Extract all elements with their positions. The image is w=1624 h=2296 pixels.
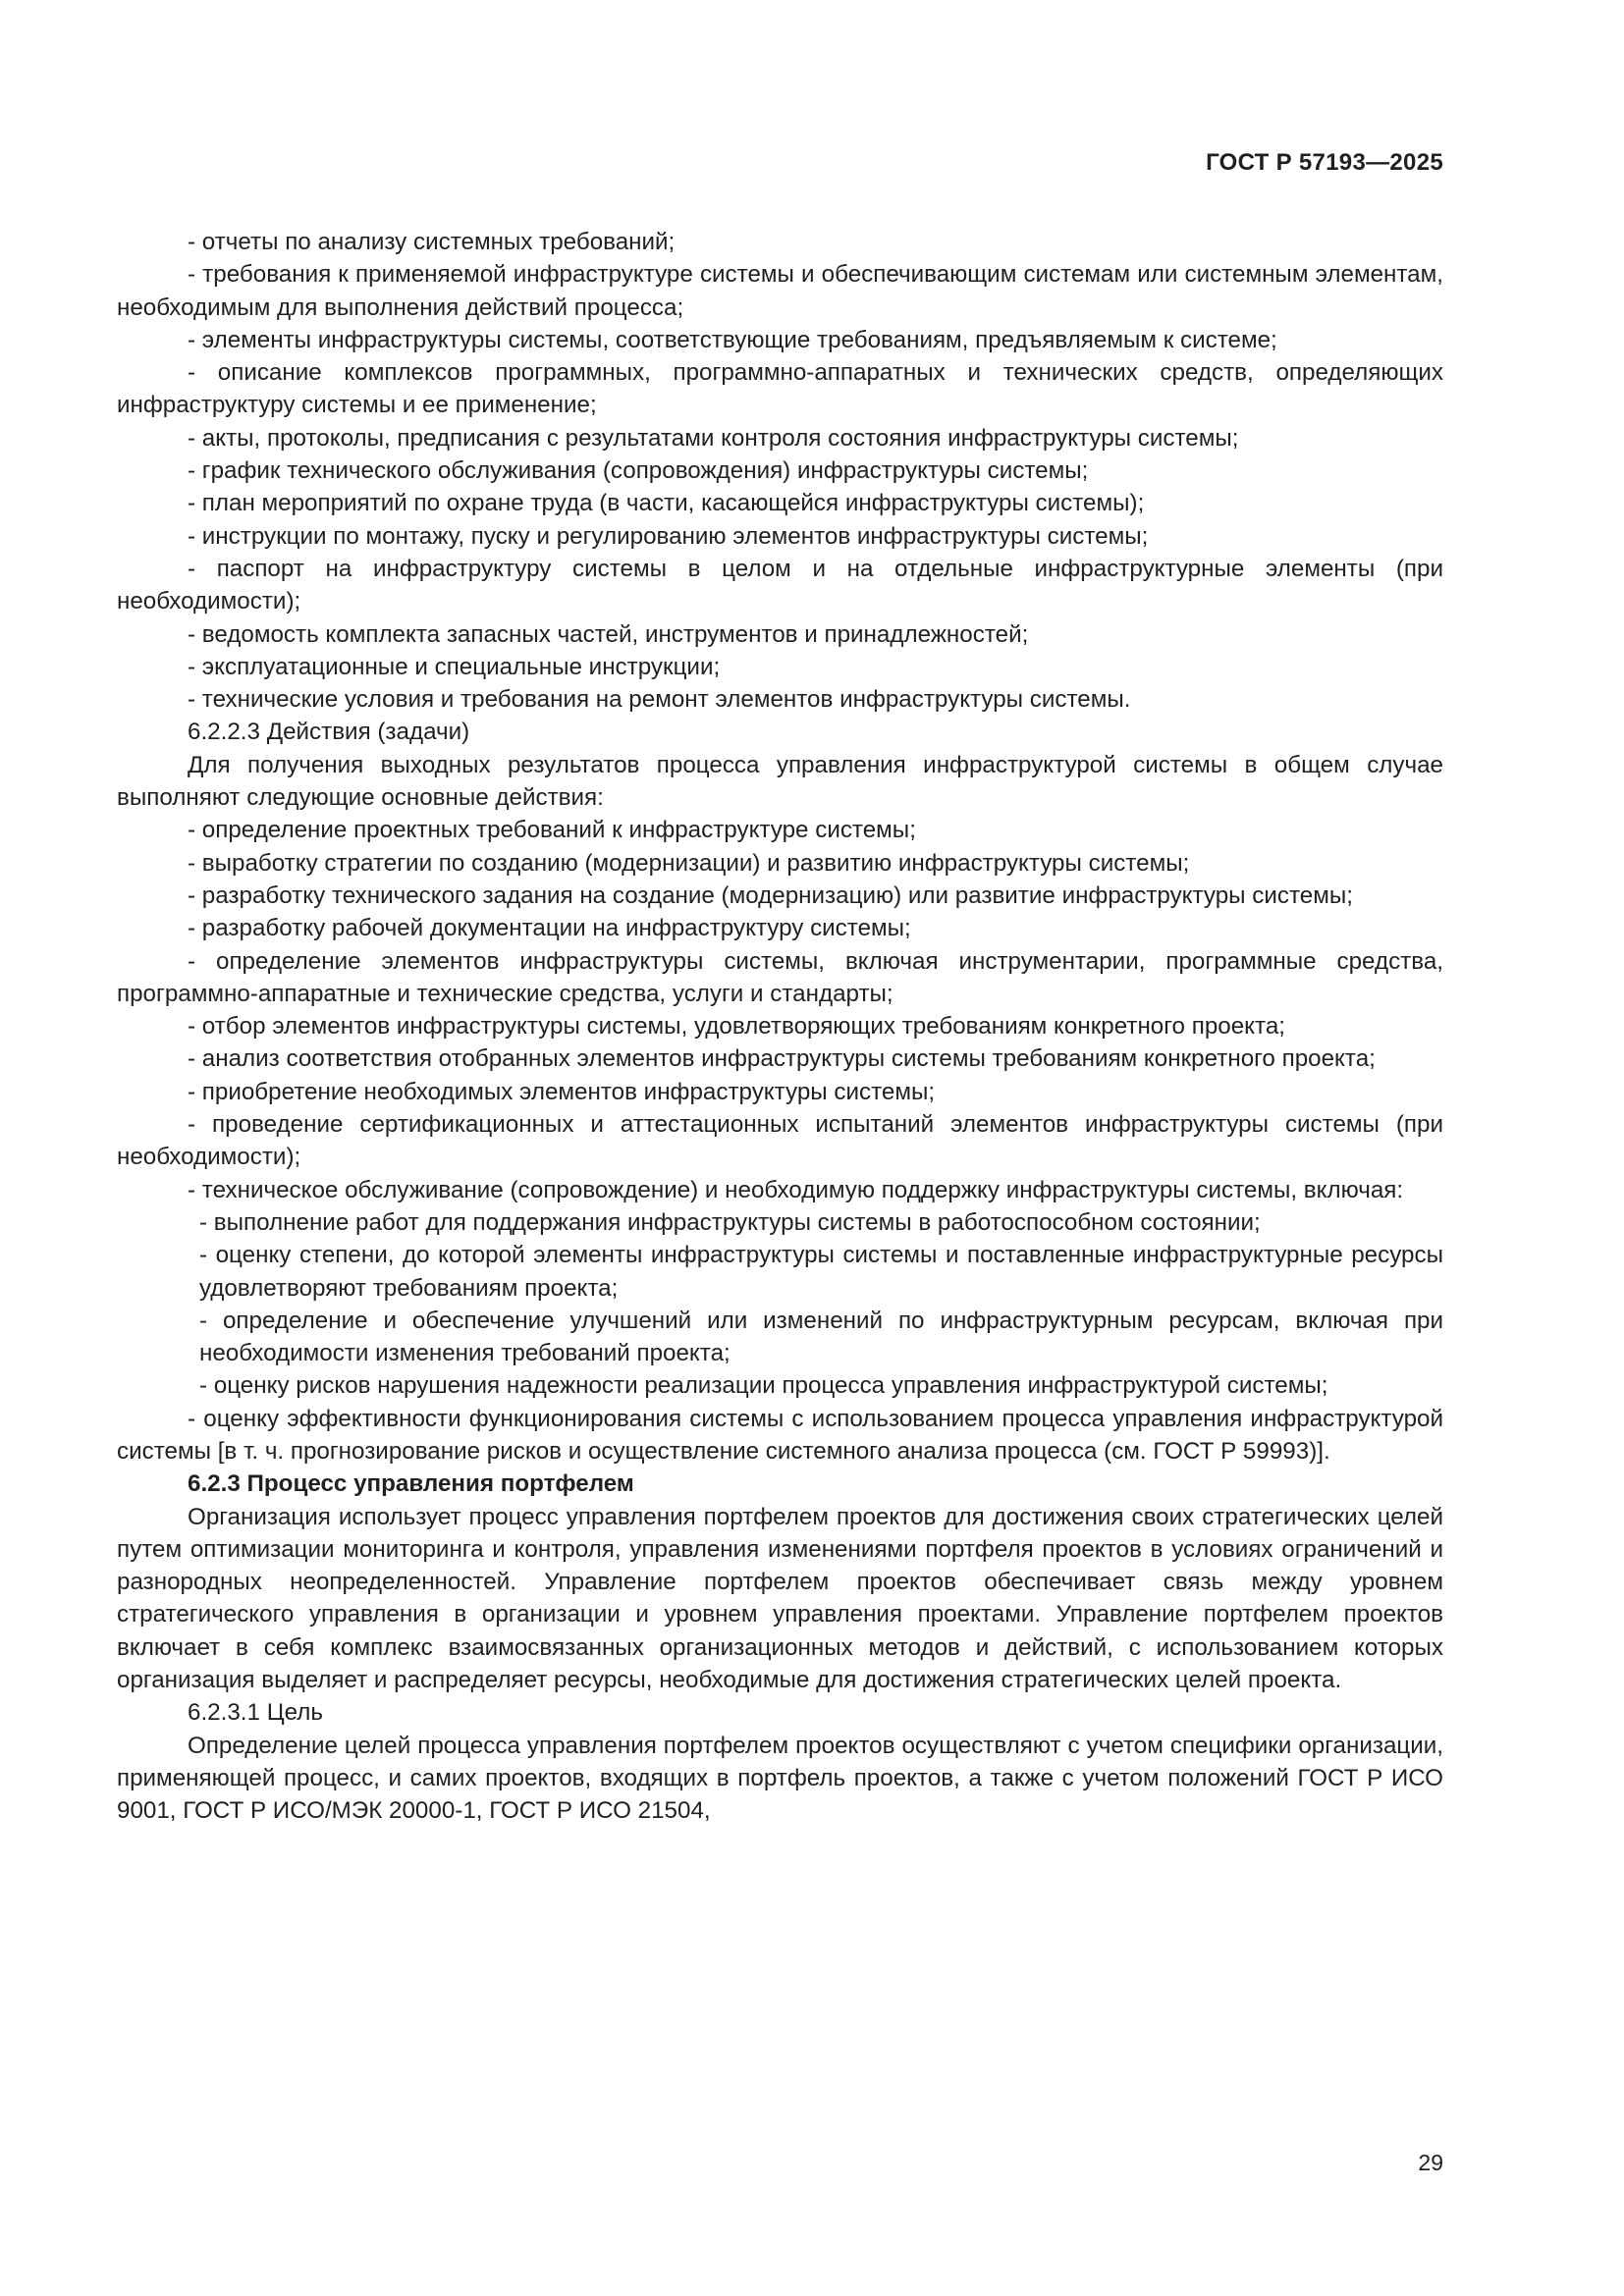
list-item: - оценку эффективности функционирования системы с использованием процесса управления инфраструктурой системы [в т. ч. прогнозирование рисков и осуществление системного анализа процесса (см. ГОСТ Р 59993)]. xyxy=(117,1405,1443,1465)
list-item: - определение проектных требований к инфраструктуре системы; xyxy=(188,817,916,844)
section-heading-6-2-3-1: 6.2.3.1 Цель xyxy=(188,1699,323,1727)
list-item: - ведомость комплекта запасных частей, инструментов и принадлежностей; xyxy=(188,620,1029,648)
paragraph: Организация использует процесс управления портфелем проектов для достижения своих стратегических целей путем оптимизации мониторинга и контроля, управления изменениями портфеля проектов в условиях ограничений и разнородных неопределенностей. Управление портфелем проектов обеспечивает связь между уровнем стратегического управления в организации и уровнем управления проектами. Управление портфелем проектов включает в себя комплекс взаимосвязанных организационных методов и действий, с использованием которых организация выделяет и распределяет ресурсы, необходимые для достижения стратегических целей проекта. xyxy=(117,1503,1443,1694)
sub-list-item: - выполнение работ для поддержания инфраструктуры системы в работоспособном состоянии; xyxy=(199,1208,1261,1236)
page-number: 29 xyxy=(1418,2150,1443,2175)
list-item: - определение элементов инфраструктуры системы, включая инструментарии, программные средства, программно-аппаратные и технические средства, услуги и стандарты; xyxy=(117,947,1443,1007)
paragraph: Определение целей процесса управления портфелем проектов осуществляют с учетом специфики организации, применяющей процесс, и самих проектов, входящих в портфель проектов, а также с учетом положений ГОСТ Р ИСО 9001, ГОСТ Р ИСО/МЭК 20000-1, ГОСТ Р ИСО 21504, xyxy=(117,1732,1443,1825)
list-item: - приобретение необходимых элементов инфраструктуры системы; xyxy=(188,1078,936,1105)
paragraph: Для получения выходных результатов процесса управления инфраструктурой системы в общем случае выполняют следующие основные действия: xyxy=(117,751,1443,812)
section-heading-6-2-3: 6.2.3 Процесс управления портфелем xyxy=(188,1470,634,1498)
list-item: - техническое обслуживание (сопровождение) и необходимую поддержку инфраструктуры системы, включая: xyxy=(188,1176,1404,1203)
section-heading-6-2-2-3: 6.2.2.3 Действия (задачи) xyxy=(188,719,470,746)
list-item: - акты, протоколы, предписания с результатами контроля состояния инфраструктуры системы; xyxy=(188,424,1239,452)
list-item: - требования к применяемой инфраструктуре системы и обеспечивающим системам или системным элементам, необходимым для выполнения действий процесса; xyxy=(117,261,1443,321)
list-item: - паспорт на инфраструктуру системы в целом и на отдельные инфраструктурные элементы (при необходимости); xyxy=(117,555,1443,615)
sub-list-item: - оценку рисков нарушения надежности реализации процесса управления инфраструктурой системы; xyxy=(199,1372,1328,1400)
list-item: - инструкции по монтажу, пуску и регулированию элементов инфраструктуры системы; xyxy=(188,522,1149,550)
list-item: - проведение сертификационных и аттестационных испытаний элементов инфраструктуры системы (при необходимости); xyxy=(117,1111,1443,1171)
list-item: - отбор элементов инфраструктуры системы, удовлетворяющих требованиям конкретного проекта; xyxy=(188,1013,1286,1041)
list-item: - отчеты по анализу системных требований; xyxy=(188,229,676,255)
sub-list-item: - определение и обеспечение улучшений или изменений по инфраструктурным ресурсам, включая при необходимости изменения требований проекта; xyxy=(199,1307,1443,1367)
page-body xyxy=(117,226,1443,1828)
list-item: - эксплуатационные и специальные инструкции; xyxy=(188,653,721,680)
list-item: - график технического обслуживания (сопровождения) инфраструктуры системы; xyxy=(188,457,1089,485)
sub-list-item: - оценку степени, до которой элементы инфраструктуры системы и поставленные инфраструктурные ресурсы удовлетворяют требованиям проекта; xyxy=(199,1242,1443,1302)
list-item: - план мероприятий по охране труда (в части, касающейся инфраструктуры системы); xyxy=(188,490,1145,517)
list-item: - элементы инфраструктуры системы, соответствующие требованиям, предъявляемым к системе; xyxy=(188,326,1277,353)
document-id-header: ГОСТ Р 57193—2025 xyxy=(1206,149,1443,176)
list-item: - выработку стратегии по созданию (модернизации) и развитию инфраструктуры системы; xyxy=(188,849,1190,877)
list-item: - технические условия и требования на ремонт элементов инфраструктуры системы. xyxy=(188,686,1131,714)
list-item: - разработку рабочей документации на инфраструктуру системы; xyxy=(188,915,911,942)
list-item: - разработку технического задания на создание (модернизацию) или развитие инфраструктуры системы; xyxy=(188,881,1353,909)
list-item: - анализ соответствия отобранных элементов инфраструктуры системы требованиям конкретного проекта; xyxy=(188,1045,1376,1073)
list-item: - описание комплексов программных, программно-аппаратных и технических средств, определяющих инфраструктуру системы и ее применение; xyxy=(117,359,1443,419)
